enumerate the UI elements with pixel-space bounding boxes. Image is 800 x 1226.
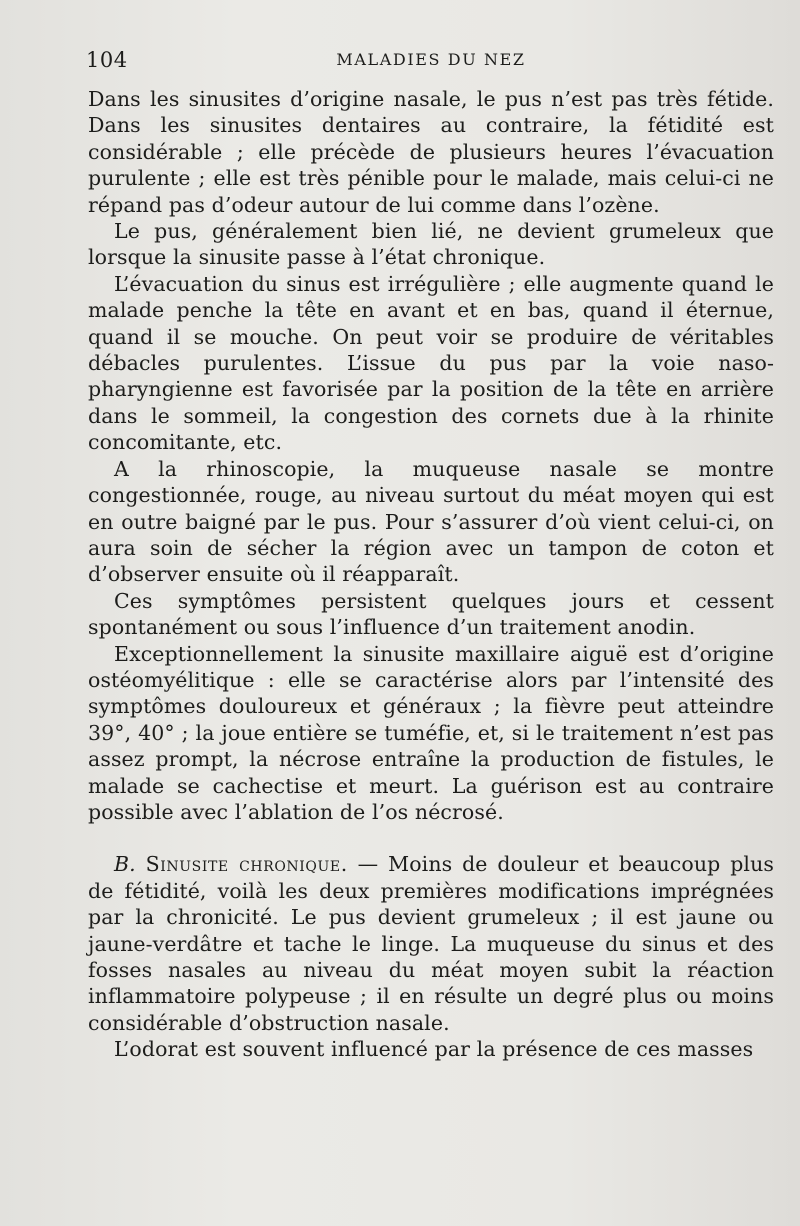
section-letter: B.	[114, 852, 136, 877]
page-header	[86, 48, 776, 76]
paragraph: Le pus, généralement bien lié, ne devient grumeleux que lorsque la sinusite passe à l’état chronique.	[88, 219, 774, 270]
running-title: MALADIES DU NEZ	[336, 50, 526, 69]
section-paragraph	[88, 851, 774, 1036]
section-heading: Sinusite chronique.	[145, 852, 348, 877]
section-text: — Moins de douleur et beaucoup plus de fétidité, voilà les deux premières modifications imprégnées par la chronicité. Le pus devient grumeleux ; il est jaune ou jaune-verdâtre et tache le linge. La muqueuse du sinus et des fosses nasales au niveau du méat moyen subit la réaction inflammatoire polypeuse ; il en résulte un degré plus ou moins considérable d’obstruction nasale.	[88, 852, 774, 1035]
paragraph: L’odorat est souvent influencé par la présence de ces masses	[114, 1037, 754, 1062]
body-text	[88, 86, 774, 1063]
page-number: 104	[86, 48, 128, 72]
paragraph: L’évacuation du sinus est irrégulière ; elle augmente quand le malade penche la tête en avant et en bas, quand il éternue, quand il se mouche. On peut voir se produire de véritables débacles purulentes. L’issue du pus par la voie naso-pharyngienne est favorisée par la position de la tête en arrière dans le sommeil, la congestion des cornets due à la rhinite concomitante, etc.	[88, 271, 774, 455]
paragraph: Exceptionnellement la sinusite maxillaire aiguë est d’origine ostéomyélitique : elle se caractérise alors par l’intensité des symptômes douloureux et généraux ; la fièvre peut atteindre 39°, 40° ; la joue entière se tuméfie, et, si le traitement n’est pas assez prompt, la nécrose entraîne la production de fistules, le malade se cachectise et meurt. La guérison est au contraire possible avec l’ablation de l’os nécrosé.	[88, 641, 774, 824]
paragraph: Ces symptômes persistent quelques jours et cessent spontanément ou sous l’influence d’un traitement anodin.	[88, 588, 774, 640]
paragraph: Dans les sinusites d’origine nasale, le pus n’est pas très fétide. Dans les sinusites dentaires au contraire, la fétidité est considérable ; elle précède de plusieurs heures l’évacuation purulente ; elle est très pénible pour le malade, mais celui-ci ne répand pas d’odeur autour de lui comme dans l’ozène.	[88, 87, 774, 217]
paragraph: A la rhinoscopie, la muqueuse nasale se montre congestionnée, rouge, au niveau surtout du méat moyen qui est en outre baigné par le pus. Pour s’assurer d’où vient celui-ci, on aura soin de sécher la région avec un tampon de coton et d’observer ensuite où il réapparaît.	[88, 456, 774, 587]
